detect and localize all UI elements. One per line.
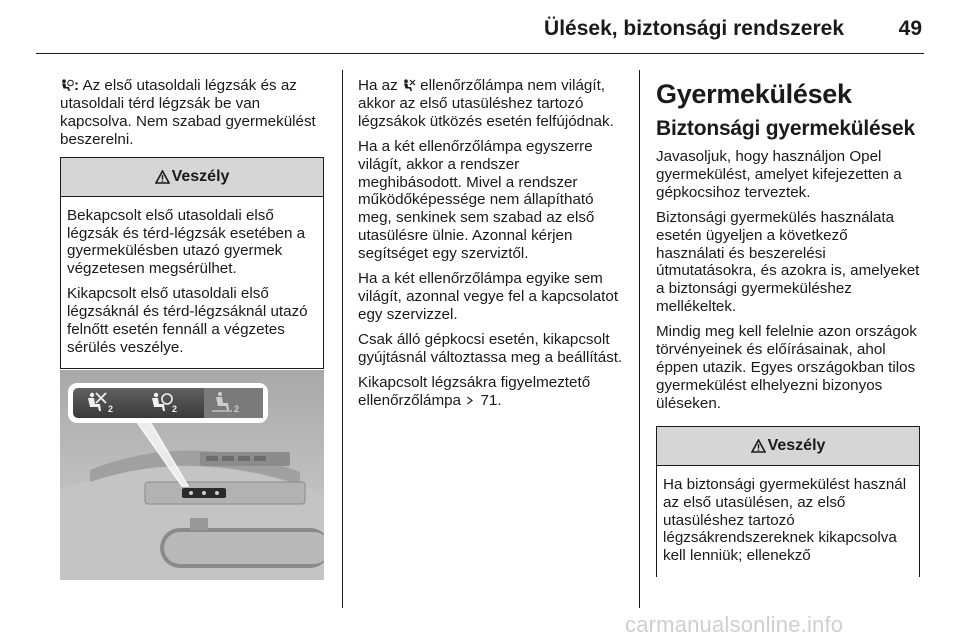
airbag-on-icon (60, 79, 74, 92)
body-paragraph: Javasoljuk, hogy használjon Opel gyermekülést, amelyet kifejezetten a gépkocsihoz terveztek. (656, 148, 902, 201)
body-paragraph: Csak álló gépkocsi esetén, kikapcsolt gyújtásnál változtassa meg a beállítást. (358, 330, 623, 366)
warning-paragraph: Kikapcsolt első utasoldali első légzsáknál és térd-légzsáknál utazó felnőtt esetén fennáll a végzetes sérülés veszélye. (67, 285, 308, 356)
watermark: carmanualsonline.info (625, 612, 844, 637)
body-paragraph: Ha a két ellenőrzőlámpa egyike sem világít, azonnal vegye fel a kapcsolatot egy szervizzel. (358, 270, 619, 323)
warning-triangle-icon (155, 170, 170, 184)
header-rule (36, 53, 924, 54)
column-right (656, 72, 920, 577)
intro-paragraph: : Az első utasoldali légzsák és az utasoldali térd légzsák be van kapcsolva. Nem szabad gyermekülést beszerelni. (60, 77, 316, 148)
column-divider (639, 70, 640, 608)
body-paragraph: Ha a két ellenőrzőlámpa egyszerre világít, akkor a rendszer meghibásodott. Mivel a rendszer működőképessége nem állapítható meg, senkinek sem szabad az első utasülésre ülnie. Azonnal kérjen segítséget egy szerviztől. (358, 137, 595, 263)
warning-header: Veszély (657, 427, 919, 466)
warning-body (61, 197, 323, 368)
column-middle (358, 77, 626, 416)
subsection-heading: Biztonsági gyermekülések (656, 117, 915, 140)
warning-paragraph: Bekapcsolt első utasoldali első légzsák és térd-légzsák esetében a gyermekülésben utazó gyermek végzetesen megsérülhet. (67, 206, 306, 278)
warning-body (657, 466, 919, 577)
svg-text:2: 2 (172, 404, 178, 414)
warning-paragraph: Ha biztonsági gyermekülést használ az első utasülésen, az első utasüléshez tartozó légzsákrendszereknek kikapcsolva kell lenniük; ellenekző (663, 475, 907, 565)
page-header-title: Ülések, biztonsági rendszerek (544, 17, 844, 40)
body-paragraph: Biztonsági gyermekülés használata esetén ügyeljen a következő használati és beszerelési útmutatásokra, és azokra is, amelyeket a biztonsági gyermeküléshez mellékeltek. (656, 208, 920, 316)
airbag-off-icon (402, 79, 416, 92)
overhead-console-photo (60, 370, 324, 580)
airbag-indicator-illustration (60, 370, 324, 580)
column-divider (342, 70, 343, 608)
page-reference-link[interactable]: 71. (465, 392, 501, 409)
warning-header: Veszély (61, 158, 323, 197)
body-paragraph: Ha az ellenőrzőlámpa nem világít, akkor az első utasüléshez tartozó légzsákok ütközés esetén felfújódnak. (358, 77, 614, 130)
body-paragraph: Mindig meg kell felelnie azon országok törvényeinek és előírásainak, ahol éppen utazik. Egyes országokban tilos gyermekülést elhelyezni bizonyos üléseken. (656, 323, 917, 412)
svg-text:2: 2 (108, 404, 114, 414)
svg-text:2: 2 (234, 404, 240, 414)
column-left (60, 77, 324, 369)
warning-triangle-icon (751, 439, 766, 453)
warning-box-child-seat (656, 426, 920, 577)
page-reference-arrow-icon (465, 394, 476, 407)
body-paragraph: Kikapcsolt légzsákra figyelmeztető ellenőrzőlámpa 71. (358, 373, 591, 409)
page-number: 49 (898, 17, 922, 40)
warning-box-airbag (60, 157, 324, 369)
section-heading: Gyermekülések (656, 79, 852, 109)
